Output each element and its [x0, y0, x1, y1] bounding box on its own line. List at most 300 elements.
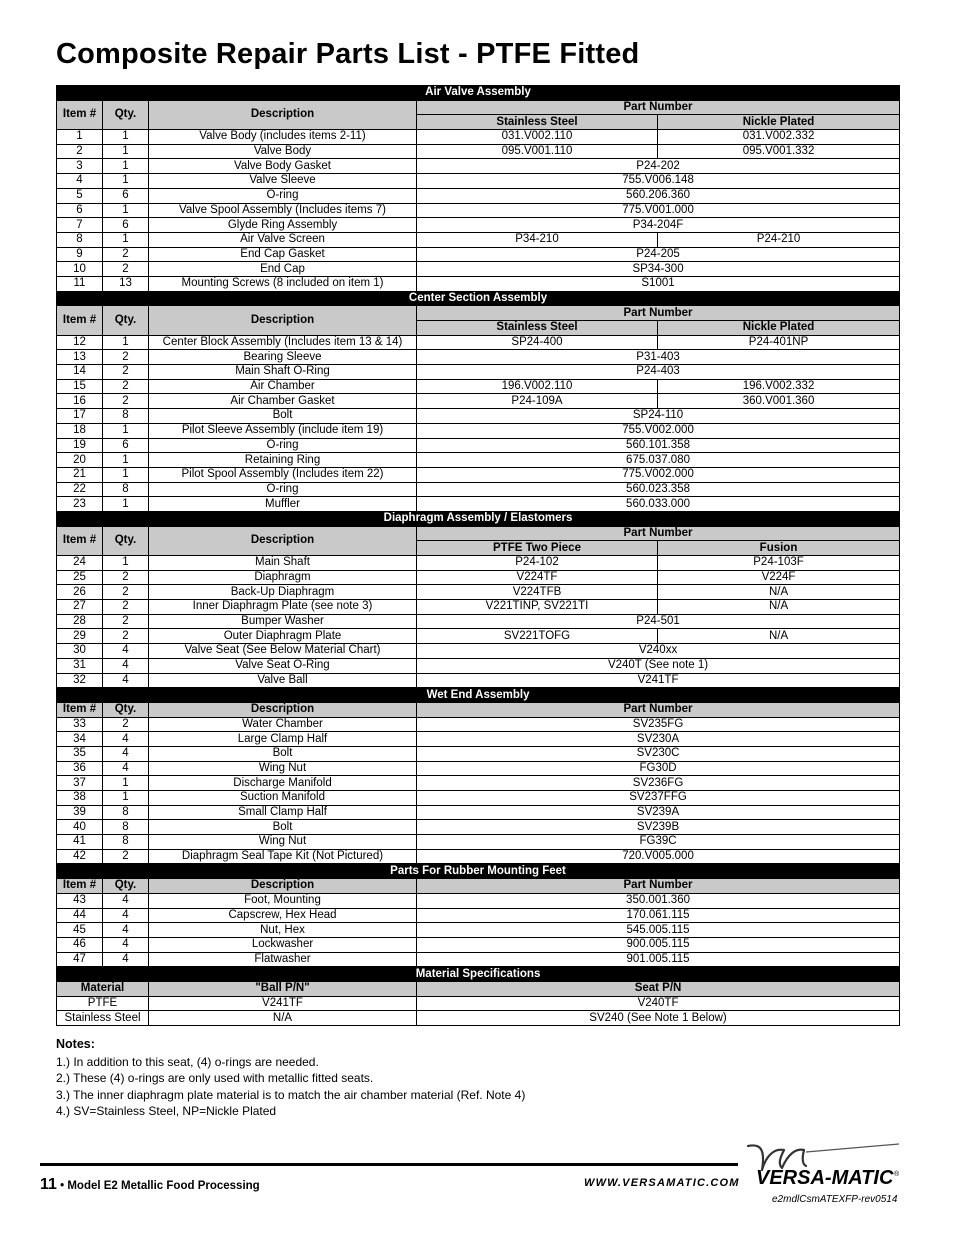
table-row — [57, 893, 900, 908]
table-row — [57, 908, 900, 923]
table-row — [57, 996, 900, 1011]
item-number: 21 — [57, 467, 103, 482]
description: Glyde Ring Assembly — [149, 218, 417, 233]
part-number: P24-202 — [417, 159, 900, 174]
quantity: 4 — [103, 908, 149, 923]
description: Air Valve Screen — [149, 232, 417, 247]
footer-bullet: • — [56, 1180, 68, 1192]
quantity: 1 — [103, 423, 149, 438]
table-row — [57, 247, 900, 262]
description: Large Clamp Half — [149, 732, 417, 747]
table-row — [57, 394, 900, 409]
description: Nut, Hex — [149, 923, 417, 938]
table-row — [57, 482, 900, 497]
item-number: 11 — [57, 276, 103, 291]
table-row — [57, 159, 900, 174]
item-number: 26 — [57, 585, 103, 600]
notes — [56, 1036, 525, 1120]
page-title: Composite Repair Parts List - PTFE Fitted — [56, 38, 640, 70]
table-row — [57, 658, 900, 673]
note-item: 4.) SV=Stainless Steel, NP=Nickle Plated — [56, 1104, 277, 1119]
description: O-ring — [149, 438, 417, 453]
part-number: 755.V002.000 — [417, 423, 900, 438]
part-number: S1001 — [417, 276, 900, 291]
table-row — [57, 805, 900, 820]
quantity: 4 — [103, 746, 149, 761]
item-number: 25 — [57, 570, 103, 585]
table-row — [57, 144, 900, 159]
section-header-row — [57, 967, 900, 982]
table-row — [57, 937, 900, 952]
header-item: Item # — [57, 306, 103, 335]
quantity: 2 — [103, 585, 149, 600]
notes-heading: Notes: — [56, 1037, 95, 1051]
quantity: 4 — [103, 673, 149, 688]
header-item: Item # — [57, 100, 103, 129]
item-number: 28 — [57, 614, 103, 629]
description: Main Shaft — [149, 556, 417, 571]
item-number: 45 — [57, 923, 103, 938]
section-header-row — [57, 511, 900, 526]
description: O-ring — [149, 188, 417, 203]
description: Outer Diaphragm Plate — [149, 629, 417, 644]
part-number-right: N/A — [658, 629, 900, 644]
description: Valve Spool Assembly (Includes items 7) — [149, 203, 417, 218]
item-number: 31 — [57, 658, 103, 673]
header-description: Description — [149, 879, 417, 894]
subheader-left: PTFE Two Piece — [417, 541, 658, 556]
part-number-left: P24-109A — [417, 394, 658, 409]
description: Inner Diaphragm Plate (see note 3) — [149, 600, 417, 615]
part-number: 350.001.360 — [417, 893, 900, 908]
ball-pn: N/A — [149, 1011, 417, 1026]
part-number-right: 031.V002.332 — [658, 130, 900, 145]
part-number-right: 095.V001.332 — [658, 144, 900, 159]
table-row — [57, 218, 900, 233]
item-number: 13 — [57, 350, 103, 365]
description: Diaphragm Seal Tape Kit (Not Pictured) — [149, 849, 417, 864]
description: Bolt — [149, 746, 417, 761]
item-number: 1 — [57, 130, 103, 145]
table-row — [57, 746, 900, 761]
table-row — [57, 835, 900, 850]
description: Wing Nut — [149, 835, 417, 850]
description: Valve Seat O-Ring — [149, 658, 417, 673]
header-item: Item # — [57, 526, 103, 555]
quantity: 13 — [103, 276, 149, 291]
table-row — [57, 849, 900, 864]
part-number: P24-205 — [417, 247, 900, 262]
header-qty: Qty. — [103, 879, 149, 894]
table-row — [57, 673, 900, 688]
quantity: 6 — [103, 218, 149, 233]
item-number: 7 — [57, 218, 103, 233]
table-row — [57, 438, 900, 453]
quantity: 2 — [103, 717, 149, 732]
table-row — [57, 1011, 900, 1026]
description: Bearing Sleeve — [149, 350, 417, 365]
table-row — [57, 923, 900, 938]
part-number: SV235FG — [417, 717, 900, 732]
item-number: 20 — [57, 453, 103, 468]
page-number: 11 — [40, 1176, 57, 1193]
part-number-left: P24-102 — [417, 556, 658, 571]
logo-stroke — [806, 1144, 899, 1152]
website-link[interactable]: WWW.VERSAMATIC.COM — [584, 1177, 740, 1189]
subheader-left: Stainless Steel — [417, 321, 658, 336]
description: Muffler — [149, 497, 417, 512]
item-number: 22 — [57, 482, 103, 497]
header-item: Item # — [57, 879, 103, 894]
description: Foot, Mounting — [149, 893, 417, 908]
section-title: Center Section Assembly — [57, 291, 900, 306]
table-row — [57, 585, 900, 600]
subheader-right: Nickle Plated — [658, 115, 900, 130]
column-header-row — [57, 306, 900, 321]
table-row — [57, 717, 900, 732]
footer-rule — [40, 1163, 738, 1166]
description: Capscrew, Hex Head — [149, 908, 417, 923]
quantity: 2 — [103, 350, 149, 365]
description: Back-Up Diaphragm — [149, 585, 417, 600]
section-title: Diaphragm Assembly / Elastomers — [57, 511, 900, 526]
description: Main Shaft O-Ring — [149, 365, 417, 380]
column-header-row — [57, 702, 900, 717]
seat-pn: SV240 (See Note 1 Below) — [417, 1011, 900, 1026]
table-row — [57, 556, 900, 571]
section-title: Air Valve Assembly — [57, 86, 900, 101]
description: Small Clamp Half — [149, 805, 417, 820]
part-number: SV236FG — [417, 776, 900, 791]
quantity: 1 — [103, 556, 149, 571]
item-number: 43 — [57, 893, 103, 908]
part-number: SV230A — [417, 732, 900, 747]
note-item: 3.) The inner diaphragm plate material is to match the air chamber material (Ref. Note 4) — [56, 1087, 526, 1102]
part-number: P34-204F — [417, 218, 900, 233]
item-number: 8 — [57, 232, 103, 247]
quantity: 1 — [103, 174, 149, 189]
quantity: 2 — [103, 629, 149, 644]
part-number: SP34-300 — [417, 262, 900, 277]
quantity: 2 — [103, 262, 149, 277]
part-number-right: N/A — [658, 585, 900, 600]
quantity: 2 — [103, 394, 149, 409]
footer-page — [40, 1176, 260, 1194]
table-row — [57, 276, 900, 291]
description: Retaining Ring — [149, 453, 417, 468]
description: O-ring — [149, 482, 417, 497]
column-header-row — [57, 100, 900, 115]
table-row — [57, 188, 900, 203]
item-number: 23 — [57, 497, 103, 512]
description: Valve Ball — [149, 673, 417, 688]
part-number: P24-403 — [417, 365, 900, 380]
table-row — [57, 497, 900, 512]
description: Water Chamber — [149, 717, 417, 732]
description: End Cap Gasket — [149, 247, 417, 262]
item-number: 14 — [57, 365, 103, 380]
table-row — [57, 600, 900, 615]
table-row — [57, 776, 900, 791]
header-item: Item # — [57, 702, 103, 717]
table-row — [57, 232, 900, 247]
item-number: 9 — [57, 247, 103, 262]
item-number: 32 — [57, 673, 103, 688]
table-row — [57, 262, 900, 277]
table-row — [57, 423, 900, 438]
quantity: 2 — [103, 365, 149, 380]
description: Bolt — [149, 409, 417, 424]
quantity: 8 — [103, 820, 149, 835]
part-number-left: SV221TOFG — [417, 629, 658, 644]
section-header-row — [57, 688, 900, 703]
part-number-left: V224TF — [417, 570, 658, 585]
item-number: 19 — [57, 438, 103, 453]
quantity: 4 — [103, 923, 149, 938]
part-number: SV237FFG — [417, 791, 900, 806]
table-row — [57, 570, 900, 585]
table-row — [57, 952, 900, 967]
table-row — [57, 732, 900, 747]
header-seat-pn: Seat P/N — [417, 981, 900, 996]
part-number: SV239A — [417, 805, 900, 820]
header-qty: Qty. — [103, 306, 149, 335]
part-number: P24-501 — [417, 614, 900, 629]
item-number: 35 — [57, 746, 103, 761]
item-number: 17 — [57, 409, 103, 424]
header-description: Description — [149, 526, 417, 555]
item-number: 12 — [57, 335, 103, 350]
part-number-left: 095.V001.110 — [417, 144, 658, 159]
quantity: 8 — [103, 482, 149, 497]
quantity: 1 — [103, 335, 149, 350]
item-number: 46 — [57, 937, 103, 952]
table-row — [57, 761, 900, 776]
part-number-right: N/A — [658, 600, 900, 615]
part-number: 170.061.115 — [417, 908, 900, 923]
quantity: 8 — [103, 835, 149, 850]
part-number: 901.005.115 — [417, 952, 900, 967]
header-part-number: Part Number — [417, 526, 900, 541]
part-number-left: V221TINP, SV221TI — [417, 600, 658, 615]
item-number: 30 — [57, 644, 103, 659]
quantity: 6 — [103, 438, 149, 453]
item-number: 5 — [57, 188, 103, 203]
table-row — [57, 791, 900, 806]
header-qty: Qty. — [103, 702, 149, 717]
table-row — [57, 644, 900, 659]
quantity: 1 — [103, 144, 149, 159]
part-number: 775.V001.000 — [417, 203, 900, 218]
item-number: 4 — [57, 174, 103, 189]
quantity: 4 — [103, 658, 149, 673]
description: Pilot Spool Assembly (Includes item 22) — [149, 467, 417, 482]
part-number-right: P24-401NP — [658, 335, 900, 350]
part-number: 755.V006.148 — [417, 174, 900, 189]
table-row — [57, 174, 900, 189]
header-material: Material — [57, 981, 149, 996]
header-part-number: Part Number — [417, 100, 900, 115]
item-number: 29 — [57, 629, 103, 644]
table-row — [57, 203, 900, 218]
part-number: 560.023.358 — [417, 482, 900, 497]
description: Diaphragm — [149, 570, 417, 585]
description: Bumper Washer — [149, 614, 417, 629]
part-number: SP24-110 — [417, 409, 900, 424]
part-number: P31-403 — [417, 350, 900, 365]
table-row — [57, 350, 900, 365]
header-ball-pn: "Ball P/N" — [149, 981, 417, 996]
logo-registered: ® — [894, 1171, 900, 1178]
part-number: FG30D — [417, 761, 900, 776]
header-part-number: Part Number — [417, 702, 900, 717]
quantity: 1 — [103, 497, 149, 512]
quantity: 2 — [103, 570, 149, 585]
quantity: 1 — [103, 467, 149, 482]
footer-doc-title: Model E2 Metallic Food Processing — [67, 1180, 260, 1192]
item-number: 36 — [57, 761, 103, 776]
header-description: Description — [149, 702, 417, 717]
quantity: 4 — [103, 952, 149, 967]
table-row — [57, 820, 900, 835]
part-number-right: 360.V001.360 — [658, 394, 900, 409]
item-number: 38 — [57, 791, 103, 806]
table-row — [57, 379, 900, 394]
description: End Cap — [149, 262, 417, 277]
quantity: 2 — [103, 614, 149, 629]
header-part-number: Part Number — [417, 306, 900, 321]
seat-pn: V240TF — [417, 996, 900, 1011]
header-description: Description — [149, 100, 417, 129]
description: Center Block Assembly (Includes item 13 & 14) — [149, 335, 417, 350]
table-row — [57, 467, 900, 482]
quantity: 2 — [103, 600, 149, 615]
section-header-row — [57, 86, 900, 101]
part-number: 545.005.115 — [417, 923, 900, 938]
part-number: 720.V005.000 — [417, 849, 900, 864]
description: Valve Body — [149, 144, 417, 159]
section-title: Material Specifications — [57, 967, 900, 982]
part-number: 560.033.000 — [417, 497, 900, 512]
quantity: 2 — [103, 247, 149, 262]
header-qty: Qty. — [103, 526, 149, 555]
quantity: 4 — [103, 644, 149, 659]
item-number: 24 — [57, 556, 103, 571]
item-number: 33 — [57, 717, 103, 732]
item-number: 41 — [57, 835, 103, 850]
description: Discharge Manifold — [149, 776, 417, 791]
subheader-right: Fusion — [658, 541, 900, 556]
item-number: 37 — [57, 776, 103, 791]
quantity: 6 — [103, 188, 149, 203]
column-header-row — [57, 526, 900, 541]
part-number: 560.101.358 — [417, 438, 900, 453]
header-qty: Qty. — [103, 100, 149, 129]
ball-pn: V241TF — [149, 996, 417, 1011]
quantity: 4 — [103, 937, 149, 952]
quantity: 4 — [103, 893, 149, 908]
item-number: 27 — [57, 600, 103, 615]
header-description: Description — [149, 306, 417, 335]
part-number: SV239B — [417, 820, 900, 835]
description: Air Chamber Gasket — [149, 394, 417, 409]
item-number: 42 — [57, 849, 103, 864]
description: Valve Seat (See Below Material Chart) — [149, 644, 417, 659]
versa-matic-logo — [744, 1140, 904, 1188]
quantity: 1 — [103, 232, 149, 247]
note-item: 1.) In addition to this seat, (4) o-rings are needed. — [56, 1054, 319, 1069]
header-part-number: Part Number — [417, 879, 900, 894]
part-number: SV230C — [417, 746, 900, 761]
part-number-left: P34-210 — [417, 232, 658, 247]
part-number: 900.005.115 — [417, 937, 900, 952]
table-row — [57, 335, 900, 350]
part-number-left: SP24-400 — [417, 335, 658, 350]
section-header-row — [57, 864, 900, 879]
description: Wing Nut — [149, 761, 417, 776]
part-number: V240T (See note 1) — [417, 658, 900, 673]
column-header-row — [57, 879, 900, 894]
part-number-right: P24-210 — [658, 232, 900, 247]
table-row — [57, 629, 900, 644]
part-number: FG39C — [417, 835, 900, 850]
quantity: 8 — [103, 409, 149, 424]
parts-table — [56, 85, 900, 1026]
description: Valve Sleeve — [149, 174, 417, 189]
quantity: 4 — [103, 761, 149, 776]
logo-text: VERSA-MATIC — [756, 1167, 894, 1188]
section-title: Wet End Assembly — [57, 688, 900, 703]
section-title: Parts For Rubber Mounting Feet — [57, 864, 900, 879]
item-number: 16 — [57, 394, 103, 409]
quantity: 4 — [103, 732, 149, 747]
part-number-right: 196.V002.332 — [658, 379, 900, 394]
doc-id: e2mdlCsmATEXFP-rev0514 — [772, 1194, 898, 1205]
quantity: 2 — [103, 379, 149, 394]
description: Pilot Sleeve Assembly (include item 19) — [149, 423, 417, 438]
description: Suction Manifold — [149, 791, 417, 806]
description: Air Chamber — [149, 379, 417, 394]
part-number-left: 031.V002.110 — [417, 130, 658, 145]
part-number: V241TF — [417, 673, 900, 688]
column-header-row — [57, 981, 900, 996]
quantity: 1 — [103, 159, 149, 174]
table-row — [57, 614, 900, 629]
part-number-right: V224F — [658, 570, 900, 585]
table-row — [57, 130, 900, 145]
description: Lockwasher — [149, 937, 417, 952]
item-number: 10 — [57, 262, 103, 277]
item-number: 44 — [57, 908, 103, 923]
description: Mounting Screws (8 included on item 1) — [149, 276, 417, 291]
quantity: 1 — [103, 776, 149, 791]
table-row — [57, 409, 900, 424]
note-item: 2.) These (4) o-rings are only used with metallic fitted seats. — [56, 1071, 374, 1086]
description: Valve Body (includes items 2-11) — [149, 130, 417, 145]
table-row — [57, 453, 900, 468]
item-number: 2 — [57, 144, 103, 159]
part-number: 560.206.360 — [417, 188, 900, 203]
subheader-right: Nickle Plated — [658, 321, 900, 336]
item-number: 39 — [57, 805, 103, 820]
quantity: 1 — [103, 203, 149, 218]
item-number: 15 — [57, 379, 103, 394]
description: Bolt — [149, 820, 417, 835]
material-name: Stainless Steel — [57, 1011, 149, 1026]
quantity: 8 — [103, 805, 149, 820]
quantity: 1 — [103, 130, 149, 145]
part-number: V240xx — [417, 644, 900, 659]
